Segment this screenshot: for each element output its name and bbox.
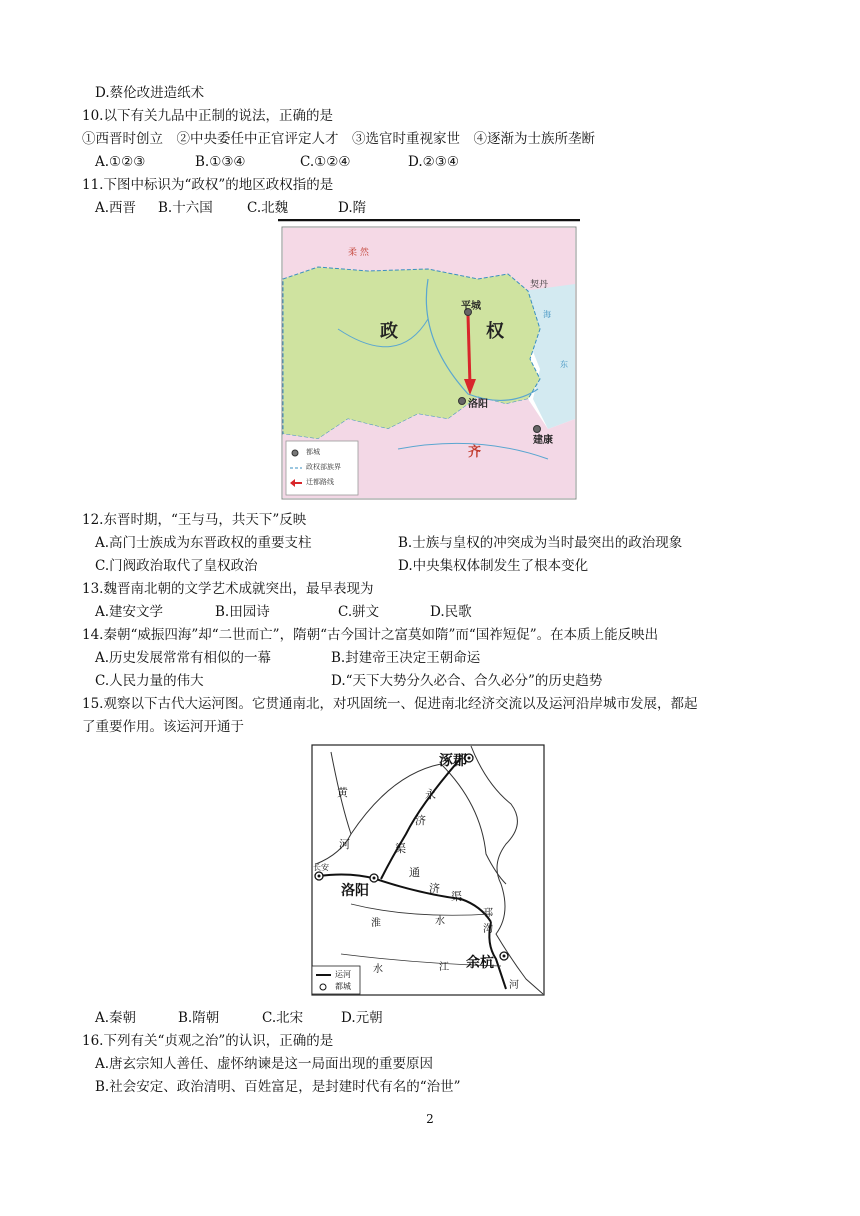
- khitan-label: 契丹: [530, 280, 549, 290]
- legend-route: 迁都路线: [306, 478, 334, 486]
- huai-river-char1: 淮: [371, 918, 381, 929]
- q12-stem: 12.东晋时期，“王与马，共天下”反映: [82, 512, 307, 528]
- yuhang-label: 余杭: [466, 955, 494, 971]
- jiangnan-char: 河: [509, 980, 519, 991]
- qi-label: 齐: [468, 445, 482, 460]
- hangou-char2: 沟: [483, 924, 493, 935]
- q10-option-a[interactable]: A.①②③: [95, 154, 146, 170]
- q14-option-d[interactable]: D.“天下大势分久必合、合久必分”的历史趋势: [331, 673, 603, 689]
- yellow-river-char1: 黄: [337, 786, 348, 799]
- huai-river-char2: 水: [435, 916, 445, 927]
- zhuojun-label: 涿郡: [439, 753, 467, 769]
- q15-option-a[interactable]: A.秦朝: [95, 1010, 137, 1026]
- q12-option-a[interactable]: A.高门士族成为东晋政权的重要支柱: [95, 535, 312, 551]
- q15-option-b[interactable]: B.隋朝: [178, 1010, 220, 1026]
- q14-option-a[interactable]: A.历史发展常常有相似的一幕: [95, 650, 272, 666]
- q15-option-c[interactable]: C.北宋: [262, 1010, 304, 1026]
- q16-stem: 16.下列有关“贞观之治”的认识，正确的是: [82, 1033, 334, 1049]
- regime-label-right: 权: [486, 321, 504, 342]
- q11-option-d[interactable]: D.隋: [338, 200, 367, 216]
- grand-canal-map: [311, 744, 545, 996]
- q10-items: ①西晋时创立 ②中央委任中正官评定人才 ③选官时重视家世 ④逐渐为士族所垄断: [82, 131, 595, 147]
- hangou-char1: 邗: [483, 908, 493, 919]
- q10-option-d[interactable]: D.②③④: [408, 154, 459, 170]
- luoyang-canal-label: 洛阳: [341, 883, 369, 899]
- q14-option-c[interactable]: C.人民力量的伟大: [95, 673, 204, 689]
- q11-stem: 11.下图中标识为“政权”的地区政权指的是: [82, 177, 334, 193]
- jiang-char: 江: [439, 962, 449, 973]
- legend-canal: 运河: [335, 970, 351, 979]
- tongji-char3: 渠: [451, 890, 462, 903]
- q11-option-a[interactable]: A.西晋: [95, 200, 137, 216]
- q12-option-d[interactable]: D.中央集权体制发生了根本变化: [398, 558, 589, 574]
- q16-option-a[interactable]: A.唐玄宗知人善任、虚怀纳谏是这一局面出现的重要原因: [95, 1056, 434, 1072]
- yongji-char3: 渠: [395, 842, 406, 855]
- q9-option-d: D.蔡伦改进造纸术: [95, 85, 205, 101]
- legend-capital: 都城: [306, 448, 320, 456]
- q12-option-c[interactable]: C.门阀政治取代了皇权政治: [95, 558, 258, 574]
- q13-stem: 13.魏晋南北朝的文学艺术成就突出，最早表现为: [82, 581, 374, 597]
- q15-stem-line2: 了重要作用。该运河开通于: [82, 719, 244, 735]
- page-number: 2: [426, 1112, 434, 1126]
- q10-stem: 10.以下有关九品中正制的说法，正确的是: [82, 108, 333, 124]
- regime-label-left: 政: [380, 321, 398, 342]
- north-regime-label: 柔 然: [348, 248, 369, 258]
- q13-option-b[interactable]: B.田园诗: [215, 604, 270, 620]
- q13-option-d[interactable]: D.民歌: [430, 604, 472, 620]
- legend-border: 政权部族界: [306, 463, 341, 471]
- q11-option-c[interactable]: C.北魏: [247, 200, 289, 216]
- jiang-water-char: 水: [373, 964, 383, 975]
- q13-option-c[interactable]: C.骈文: [338, 604, 380, 620]
- q12-option-b[interactable]: B.士族与皇权的冲突成为当时最突出的政治现象: [398, 535, 683, 551]
- q15-option-d[interactable]: D.元朝: [341, 1010, 383, 1026]
- q14-option-b[interactable]: B.封建帝王决定王朝命运: [331, 650, 481, 666]
- q11-option-b[interactable]: B.十六国: [158, 200, 213, 216]
- tongji-char1: 通: [409, 866, 420, 879]
- legend-capital-canal: 都城: [335, 982, 351, 991]
- sea-label-east: 东: [560, 360, 568, 369]
- luoyang-marker: [459, 398, 466, 405]
- q10-option-c[interactable]: C.①②④: [300, 154, 351, 170]
- northern-wei-map: [278, 219, 580, 501]
- sea-label-bohai: 海: [543, 310, 551, 319]
- q14-stem: 14.秦朝“威振四海”却“二世而亡”，隋朝“古今国计之富莫如隋”而“国祚短促”。在本质上能反映出: [82, 627, 659, 643]
- q16-option-b[interactable]: B.社会安定、政治清明、百姓富足，是封建时代有名的“治世”: [95, 1079, 461, 1095]
- q13-option-a[interactable]: A.建安文学: [95, 604, 164, 620]
- tongji-char2: 济: [429, 882, 440, 895]
- changan-label: 长安: [313, 863, 329, 872]
- pingcheng-label: 平城: [461, 301, 481, 312]
- yellow-river-char2: 河: [339, 838, 350, 851]
- luoyang-label: 洛阳: [468, 399, 488, 410]
- jiankang-label: 建康: [533, 435, 553, 446]
- yongji-char1: 永: [425, 788, 436, 801]
- q10-option-b[interactable]: B.①③④: [195, 154, 246, 170]
- q15-stem-line1: 15.观察以下古代大运河图。它贯通南北，对巩固统一、促进南北经济交流以及运河沿岸城市发展，都起: [82, 696, 698, 712]
- yongji-char2: 济: [415, 814, 426, 827]
